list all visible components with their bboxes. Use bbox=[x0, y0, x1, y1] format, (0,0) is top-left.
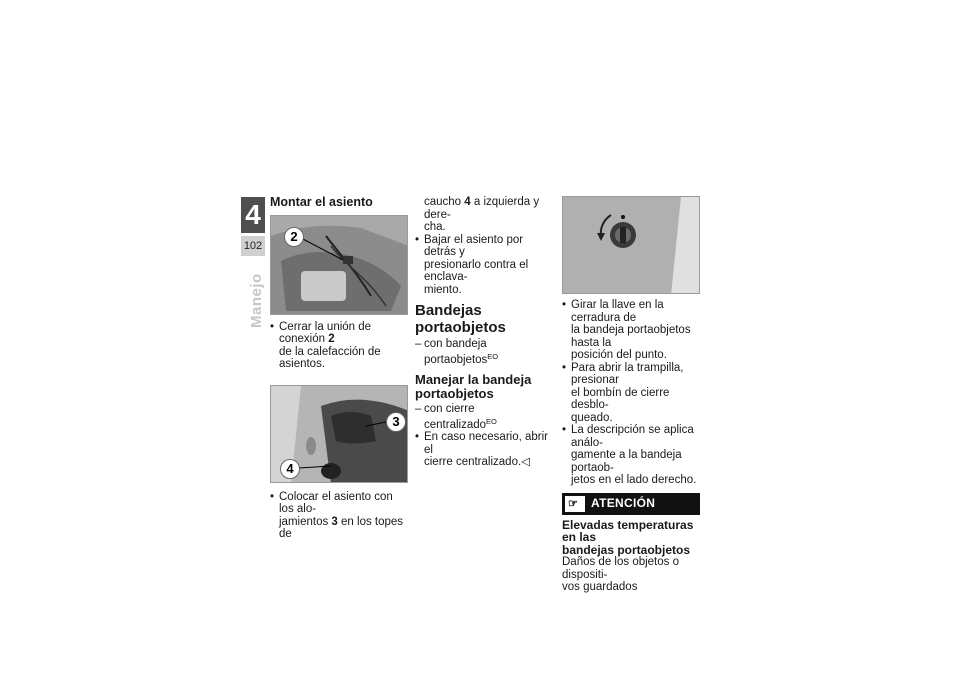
page-number: 102 bbox=[241, 236, 265, 256]
bullet-close-connection-cont: de la calefacción de asientos. bbox=[279, 345, 381, 370]
bullet-place-seat-cont3: cha. bbox=[424, 221, 446, 233]
warning-title: Elevadas temperaturas en las bandejas portaobjetos bbox=[562, 517, 694, 557]
callout-4: 4 bbox=[281, 460, 299, 478]
bullet-place-seat-cont: jamientos 3 en los topes de bbox=[279, 515, 404, 540]
bullet-open-flap: • Para abrir la trampilla, presionar bbox=[562, 361, 684, 386]
bullet-open-central-locking-cont: cierre centralizado.◁ bbox=[424, 456, 530, 468]
warning-label: ATENCIÓN bbox=[591, 496, 656, 511]
dash-central-locking: – con cierre centralizado$^{EO}$ bbox=[415, 403, 497, 431]
bullet-right-side-cont1: gamente a la bandeja portaob- bbox=[571, 449, 682, 474]
figure-storage-lock bbox=[562, 196, 700, 294]
storage-lock-illustration bbox=[563, 197, 700, 294]
figure-seat-mounts bbox=[270, 385, 408, 483]
bullet-place-seat: • Colocar el asiento con los alo- bbox=[270, 490, 393, 515]
column-3 bbox=[562, 196, 700, 594]
section-heading-storage: Bandejas portaobjetos bbox=[415, 302, 506, 336]
warning-body: Daños de los objetos o dispositi- vos guardados bbox=[562, 556, 679, 593]
warning-book-icon: ☞ bbox=[565, 496, 585, 512]
bullet-turn-key-cont2: posición del punto. bbox=[571, 349, 667, 361]
subheading-operate-tray: Manejar la bandeja portaobjetos bbox=[415, 372, 532, 401]
dash-with-storage-tray: – con bandeja portaobjetos$^{EO}$ bbox=[415, 338, 499, 366]
bullet-turn-key: • Girar la llave en la cerradura de bbox=[562, 299, 664, 324]
bullet-open-flap-cont2: queado. bbox=[571, 411, 613, 424]
bullet-lower-seat: • Bajar el asiento por detrás y bbox=[415, 233, 524, 258]
bullet-close-connection: • Cerrar la unión de conexión 2 bbox=[270, 320, 372, 345]
bullet-turn-key-cont1: la bandeja portaobjetos hasta la bbox=[571, 324, 691, 349]
bullet-right-side-cont2: jetos en el lado derecho. bbox=[571, 474, 697, 486]
bullet-lower-seat-cont2: miento. bbox=[424, 283, 462, 296]
callout-3: 3 bbox=[387, 413, 405, 431]
bullet-open-central-locking: • En caso necesario, abrir el bbox=[415, 431, 549, 456]
chapter-number: 4 bbox=[241, 197, 265, 233]
figure-seat-heating-connector bbox=[270, 215, 408, 315]
callout-2: 2 bbox=[285, 228, 303, 246]
bullet-open-flap-cont1: el bombín de cierre desblo- bbox=[571, 386, 670, 411]
column-2 bbox=[415, 196, 550, 469]
section-heading-mount-seat: Montar el asiento bbox=[270, 195, 373, 209]
bullet-place-seat-cont2: caucho 4 a izquierda y dere- bbox=[424, 196, 540, 221]
bullet-right-side: • La descripción se aplica análo- bbox=[562, 424, 694, 449]
chapter-side-label: Manejo bbox=[248, 273, 265, 328]
column-1 bbox=[270, 196, 410, 541]
warning-banner bbox=[562, 493, 700, 515]
bullet-lower-seat-cont1: presionarlo contra el enclava- bbox=[424, 258, 529, 283]
